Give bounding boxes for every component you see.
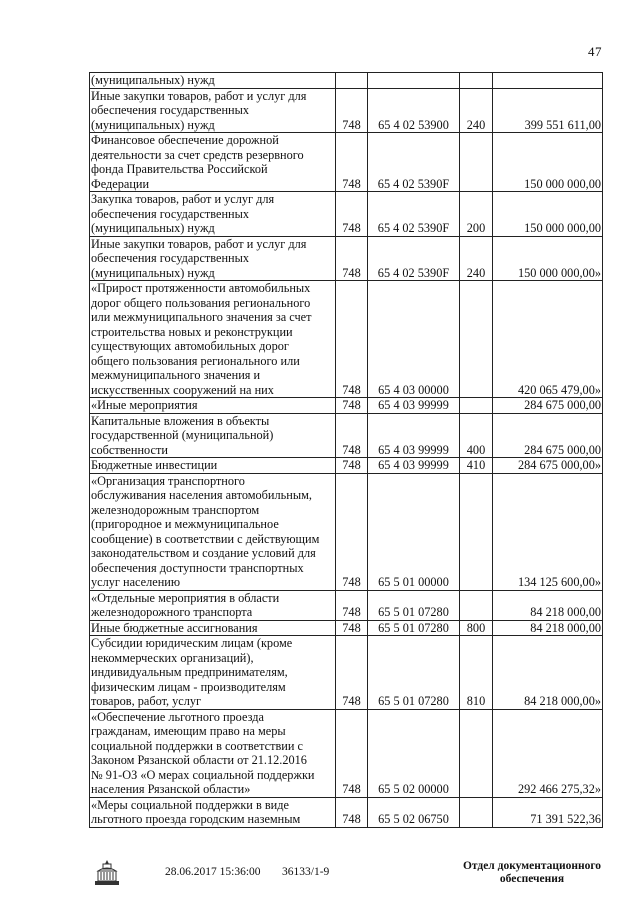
target-article-cell: 65 5 01 07280 — [368, 636, 460, 710]
row-name-line: Федерации — [91, 176, 150, 191]
table-row — [90, 620, 603, 636]
ministry-code-cell: 748 — [336, 133, 368, 192]
row-name-line: «Обеспечение льготного проезда — [91, 709, 264, 724]
row-name-line: обслуживания населения автомобильным, — [91, 488, 312, 502]
amount-cell: 84 218 000,00» — [493, 636, 603, 710]
ministry-code-cell: 748 — [336, 192, 368, 237]
target-article-cell: 65 5 01 07280 — [368, 620, 460, 636]
row-name-line: деятельности за счет средств резервного — [91, 147, 304, 162]
row-name-line: льготного проезда городским наземным — [91, 812, 301, 826]
ministry-code-cell: 748 — [336, 590, 368, 620]
table-row — [90, 709, 603, 797]
row-name-line: № 91-ОЗ «О мерах социальной поддержки — [91, 767, 315, 782]
target-article-cell: 65 4 02 5390F — [368, 133, 460, 192]
amount-cell: 150 000 000,00 — [493, 133, 603, 192]
expense-type-cell: 810 — [460, 636, 493, 710]
expense-type-cell — [460, 473, 493, 590]
row-name-line: «Прирост протяженности автомобильных — [91, 281, 311, 295]
row-name-line: железнодорожным транспортом — [91, 502, 260, 517]
amount-cell — [493, 73, 603, 89]
amount-cell: 84 218 000,00 — [493, 590, 603, 620]
ministry-code-cell — [336, 73, 368, 89]
target-article-cell — [368, 73, 460, 89]
table-row — [90, 88, 603, 133]
row-name-line: (муниципальных) нужд — [91, 117, 215, 132]
row-name-line: обеспечения государственных — [91, 103, 250, 117]
row-name-line: «Организация транспортного — [91, 473, 245, 488]
row-name-cell — [90, 473, 336, 590]
row-name-line: товаров, работ, услуг — [91, 694, 202, 708]
expense-type-cell — [460, 797, 493, 827]
row-name-cell — [90, 620, 336, 636]
row-name-line: населения Рязанской области» — [91, 782, 251, 796]
row-name-cell — [90, 590, 336, 620]
row-name-cell — [90, 413, 336, 458]
row-name-line: строительства новых и реконструкции — [91, 324, 293, 339]
amount-cell: 399 551 611,00 — [493, 88, 603, 133]
ministry-code-cell: 748 — [336, 458, 368, 474]
row-name-line: некоммерческих организаций), — [91, 650, 254, 665]
expense-type-cell — [460, 709, 493, 797]
row-name-line: обеспечения доступности транспортных — [91, 560, 304, 575]
row-name-cell — [90, 133, 336, 192]
row-name-line: обеспечения государственных — [91, 206, 250, 221]
table-row — [90, 473, 603, 590]
row-name-line: физическим лицам - производителям — [91, 679, 286, 694]
row-name-cell — [90, 398, 336, 414]
row-name-line: обеспечения государственных — [91, 251, 250, 265]
amount-cell: 284 675 000,00 — [493, 398, 603, 414]
row-name-line: Закупка товаров, работ и услуг для — [91, 192, 275, 206]
row-name-line: сообщение) в соответствии с действующим — [91, 531, 320, 546]
row-name-line: или межмуниципального значения за счет — [91, 310, 312, 324]
footer-department-line1: Отдел документационного — [462, 860, 602, 872]
row-name-cell — [90, 636, 336, 710]
page-number: 47 — [588, 44, 602, 59]
row-name-line: социальной поддержки в соответствии с — [91, 738, 303, 753]
row-name-line: «Отдельные мероприятия в области — [91, 590, 280, 605]
row-name-cell — [90, 192, 336, 237]
target-article-cell: 65 4 03 00000 — [368, 281, 460, 398]
row-name-line: общего пользования регионального или — [91, 353, 300, 368]
expense-type-cell: 200 — [460, 192, 493, 237]
footer-department — [452, 860, 612, 886]
row-name-line: (пригородное и межмуниципальное — [91, 517, 279, 531]
row-name-cell — [90, 281, 336, 398]
ministry-code-cell: 748 — [336, 620, 368, 636]
table-row — [90, 73, 603, 89]
row-name-line: Бюджетные инвестиции — [91, 458, 218, 472]
table-row — [90, 281, 603, 398]
target-article-cell: 65 4 02 5390F — [368, 236, 460, 281]
budget-table-body — [90, 73, 603, 828]
footer-date: 28.06.2017 15:36:00 — [165, 866, 261, 878]
row-name-cell — [90, 458, 336, 474]
expense-type-cell: 410 — [460, 458, 493, 474]
row-name-line: «Иные мероприятия — [91, 398, 198, 412]
amount-cell: 71 391 522,36 — [493, 797, 603, 827]
expense-type-cell — [460, 281, 493, 398]
amount-cell: 284 675 000,00 — [493, 413, 603, 458]
ministry-code-cell: 748 — [336, 473, 368, 590]
row-name-line: межмуниципального значения и — [91, 368, 261, 382]
expense-type-cell: 400 — [460, 413, 493, 458]
amount-cell: 84 218 000,00 — [493, 620, 603, 636]
table-row — [90, 413, 603, 458]
target-article-cell: 65 4 03 99999 — [368, 398, 460, 414]
amount-cell: 150 000 000,00 — [493, 192, 603, 237]
row-name-line: Иные закупки товаров, работ и услуг для — [91, 88, 307, 103]
row-name-line: (муниципальных) нужд — [91, 221, 215, 235]
ministry-code-cell: 748 — [336, 636, 368, 710]
ministry-code-cell: 748 — [336, 797, 368, 827]
table-row — [90, 797, 603, 827]
row-name-line: гражданам, имеющим право на меры — [91, 724, 286, 738]
row-name-cell — [90, 709, 336, 797]
target-article-cell: 65 4 03 99999 — [368, 458, 460, 474]
row-name-line: искусственных сооружений на них — [91, 382, 274, 397]
row-name-cell — [90, 73, 336, 89]
row-name-line: Законом Рязанской области от 21.12.2016 — [91, 753, 307, 767]
target-article-cell: 65 5 01 07280 — [368, 590, 460, 620]
row-name-line: (муниципальных) нужд — [91, 265, 215, 280]
table-row — [90, 458, 603, 474]
expense-type-cell — [460, 73, 493, 89]
target-article-cell: 65 5 01 00000 — [368, 473, 460, 590]
expense-type-cell — [460, 590, 493, 620]
target-article-cell: 65 5 02 06750 — [368, 797, 460, 827]
ministry-code-cell: 748 — [336, 709, 368, 797]
row-name-line: индивидуальным предпринимателям, — [91, 665, 288, 679]
row-name-cell — [90, 236, 336, 281]
ministry-code-cell: 748 — [336, 236, 368, 281]
table-row — [90, 133, 603, 192]
row-name-line: Финансовое обеспечение дорожной — [91, 133, 279, 147]
row-name-line: существующих автомобильных дорог — [91, 339, 289, 353]
amount-cell: 150 000 000,00» — [493, 236, 603, 281]
target-article-cell: 65 4 02 53900 — [368, 88, 460, 133]
row-name-line: Капитальные вложения в объекты — [91, 413, 270, 428]
ministry-code-cell: 748 — [336, 281, 368, 398]
table-row — [90, 236, 603, 281]
row-name-line: дорог общего пользования регионального — [91, 295, 311, 310]
target-article-cell: 65 4 02 5390F — [368, 192, 460, 237]
budget-table — [89, 72, 603, 828]
footer-department-line2: обеспечения — [499, 873, 565, 885]
expense-type-cell: 240 — [460, 88, 493, 133]
ministry-code-cell: 748 — [336, 398, 368, 414]
row-name-line: законодательством и создание условий для — [91, 546, 316, 560]
table-row — [90, 192, 603, 237]
row-name-line: железнодорожного транспорта — [91, 605, 253, 619]
row-name-line: фонда Правительства Российской — [91, 162, 268, 176]
row-name-line: государственной (муниципальной) — [91, 428, 274, 442]
row-name-cell — [90, 88, 336, 133]
amount-cell: 292 466 275,32» — [493, 709, 603, 797]
row-name-line: «Меры социальной поддержки в виде — [91, 797, 289, 812]
row-name-line: услуг населению — [91, 575, 181, 589]
amount-cell: 134 125 600,00» — [493, 473, 603, 590]
row-name-line: Субсидии юридическим лицам (кроме — [91, 636, 293, 650]
footer-doc-number: 36133/1-9 — [282, 866, 330, 878]
row-name-line: (муниципальных) нужд — [91, 73, 215, 87]
target-article-cell: 65 4 03 99999 — [368, 413, 460, 458]
ministry-code-cell: 748 — [336, 413, 368, 458]
target-article-cell: 65 5 02 00000 — [368, 709, 460, 797]
expense-type-cell — [460, 398, 493, 414]
table-row — [90, 636, 603, 710]
expense-type-cell: 240 — [460, 236, 493, 281]
row-name-line: Иные закупки товаров, работ и услуг для — [91, 236, 307, 251]
duma-emblem-icon — [92, 858, 122, 888]
row-name-line: Иные бюджетные ассигнования — [91, 620, 258, 635]
table-row — [90, 590, 603, 620]
ministry-code-cell: 748 — [336, 88, 368, 133]
amount-cell: 420 065 479,00» — [493, 281, 603, 398]
expense-type-cell — [460, 133, 493, 192]
amount-cell: 284 675 000,00» — [493, 458, 603, 474]
table-row — [90, 398, 603, 414]
expense-type-cell: 800 — [460, 620, 493, 636]
row-name-cell — [90, 797, 336, 827]
row-name-line: собственности — [91, 442, 168, 457]
